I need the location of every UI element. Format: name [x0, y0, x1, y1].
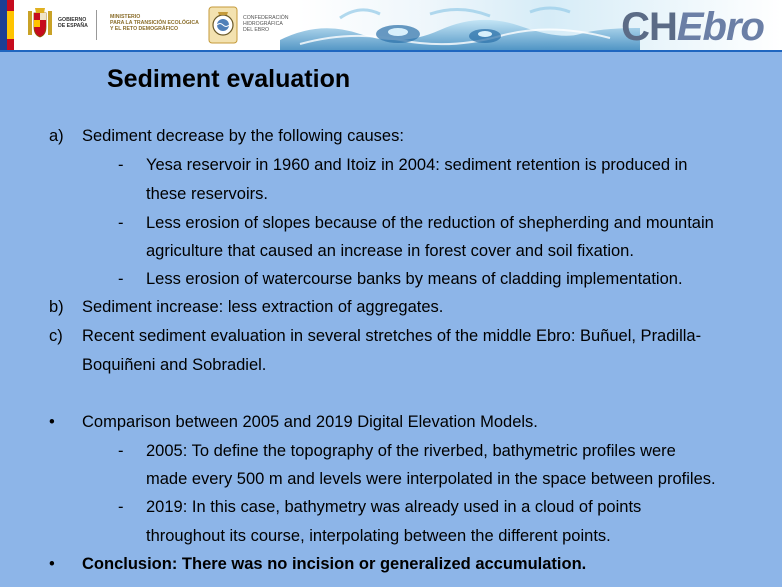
- logo-divider: [96, 10, 97, 40]
- slide-title: Sediment evaluation: [107, 65, 351, 93]
- list-item: Sediment decrease by the following causes:: [82, 127, 404, 145]
- list-item-continuation: agriculture that caused an increase in forest cover and soil fixation.: [146, 242, 634, 260]
- list-item: Less erosion of slopes because of the reduction of shepherding and mountain: [146, 214, 714, 232]
- confederacion-line-1: CONFEDERACIÓN: [243, 15, 289, 21]
- dash-marker: -: [118, 214, 124, 232]
- bullet-marker: •: [49, 413, 55, 431]
- spain-coat-of-arms-icon: [26, 7, 54, 41]
- list-marker-b: b): [49, 298, 64, 316]
- confederacion-line-2: HIDROGRÁFICA: [243, 21, 283, 27]
- header-banner: [0, 0, 782, 52]
- chebro-logo: [621, 4, 764, 50]
- dash-marker: -: [118, 156, 124, 174]
- gobierno-text: [58, 17, 88, 29]
- confederacion-seal-icon: [208, 6, 238, 44]
- list-item: Less erosion of watercourse banks by means of cladding implementation.: [146, 270, 683, 288]
- list-item: 2005: To define the topography of the riverbed, bathymetric profiles were: [146, 442, 676, 460]
- list-item: Recent sediment evaluation in several stretches of the middle Ebro: Buñuel, Pradilla-: [82, 327, 702, 345]
- water-splash-decoration: [280, 0, 640, 52]
- eu-flag-strip: [0, 0, 14, 50]
- brand-ch: CH: [621, 5, 677, 49]
- gobierno-line-1: GOBIERNO: [58, 17, 87, 23]
- gobierno-line-2: DE ESPAÑA: [58, 23, 88, 29]
- brand-ebro: Ebro: [676, 5, 764, 49]
- list-item-continuation: these reservoirs.: [146, 185, 268, 203]
- list-item: Comparison between 2005 and 2019 Digital Elevation Models.: [82, 413, 538, 431]
- confederacion-line-3: DEL EBRO: [243, 27, 270, 33]
- list-item: Sediment increase: less extraction of aggregates.: [82, 298, 444, 316]
- conclusion-text: Conclusion: There was no incision or generalized accumulation.: [82, 555, 587, 573]
- dash-marker: -: [118, 442, 124, 460]
- list-item-continuation: made every 500 m and levels were interpolated in the space between profiles.: [146, 470, 716, 488]
- dash-marker: -: [118, 498, 124, 516]
- header-divider: [0, 50, 782, 52]
- ministerio-line-1: MINISTERIO: [110, 14, 141, 20]
- ministerio-line-3: Y EL RETO DEMOGRÁFICO: [110, 26, 179, 32]
- bullet-marker: •: [49, 555, 55, 573]
- list-marker-a: a): [49, 127, 64, 145]
- dash-marker: -: [118, 270, 124, 288]
- list-item-continuation: throughout its course, interpolating between the different points.: [146, 527, 611, 545]
- ministerio-text: [110, 14, 199, 32]
- list-item-continuation: Boquiñeni and Sobradiel.: [82, 356, 267, 374]
- ministerio-line-2: PARA LA TRANSICIÓN ECOLÓGICA: [110, 20, 199, 26]
- list-item: 2019: In this case, bathymetry was already used in a cloud of points: [146, 498, 642, 516]
- list-marker-c: c): [49, 327, 63, 345]
- list-item: Yesa reservoir in 1960 and Itoiz in 2004: sediment retention is produced in: [146, 156, 688, 174]
